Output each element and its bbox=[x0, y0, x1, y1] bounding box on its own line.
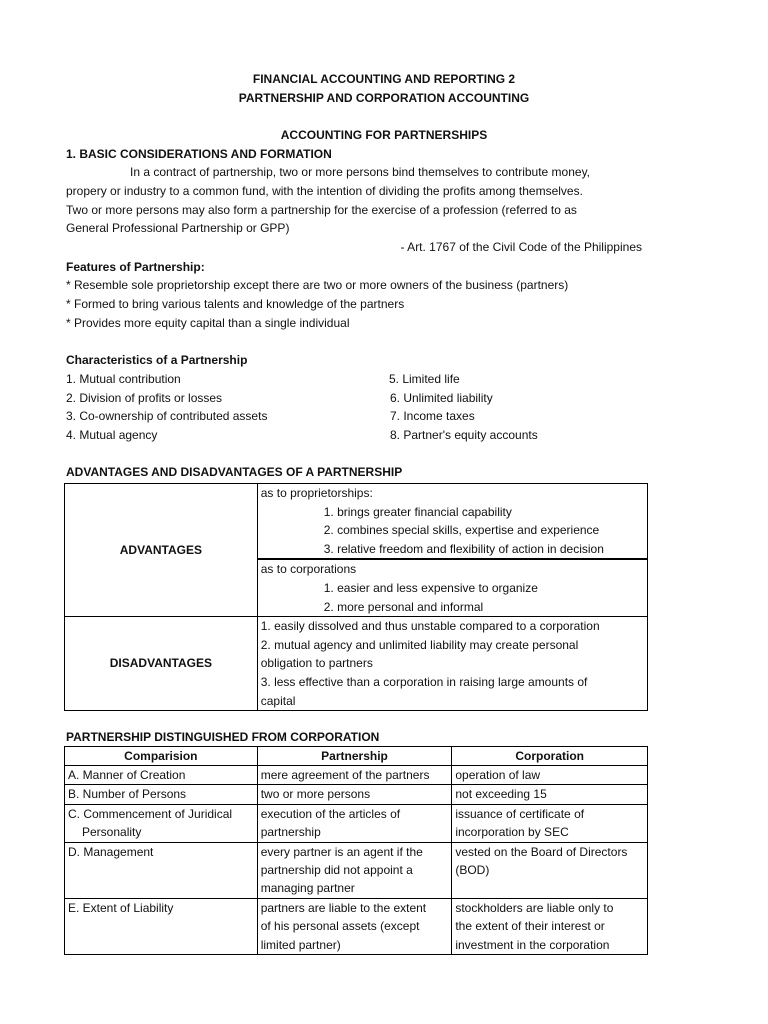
cell-line: every partner is an agent if the bbox=[260, 844, 423, 859]
table-header-row bbox=[65, 747, 648, 766]
doc-title-subject: PARTNERSHIP AND CORPORATION ACCOUNTING bbox=[238, 91, 530, 105]
cell-line: execution of the articles of bbox=[260, 806, 401, 821]
table-cell bbox=[257, 766, 452, 785]
cell-line: of his personal assets (except bbox=[260, 919, 420, 934]
table-cell bbox=[452, 785, 648, 804]
citation: - Art. 1767 of the Civil Code of the Philippines bbox=[400, 240, 642, 254]
cell-line: operation of law bbox=[455, 768, 541, 782]
cell-line: E. Extent of Liability bbox=[68, 900, 174, 915]
characteristics-heading: Characteristics of a Partnership bbox=[66, 353, 248, 367]
cell-line: two or more persons bbox=[260, 787, 371, 802]
list-item: 2. mutual agency and unlimited liability may create personal bbox=[260, 637, 579, 652]
characteristic-item: 3. Co-ownership of contributed assets bbox=[66, 409, 268, 423]
comparison-table bbox=[64, 746, 648, 955]
cell-line: stockholders are liable only to bbox=[455, 900, 614, 915]
table-cell bbox=[65, 766, 258, 785]
characteristic-item: 4. Mutual agency bbox=[66, 428, 158, 442]
cell-line: mere agreement of the partners bbox=[260, 768, 430, 782]
disadvantages-cell bbox=[257, 617, 647, 711]
list-item: capital bbox=[260, 693, 296, 708]
list-item: 2. more personal and informal bbox=[323, 599, 484, 614]
characteristic-item: 5. Limited life bbox=[389, 372, 460, 386]
column-header: Comparision bbox=[65, 747, 258, 766]
table-row bbox=[65, 617, 648, 711]
feature-item: * Resemble sole proprietorship except there are two or more owners of the business (partners) bbox=[66, 278, 569, 292]
table-cell bbox=[257, 804, 452, 842]
table-cell bbox=[257, 898, 452, 954]
section1-para-line: In a contract of partnership, two or more persons bind themselves to contribute money, bbox=[130, 165, 591, 179]
cell-line: B. Number of Persons bbox=[68, 787, 187, 802]
table-row bbox=[65, 898, 648, 954]
cell-line: C. Commencement of Juridical bbox=[68, 806, 233, 821]
table-cell bbox=[452, 898, 648, 954]
section1-para-line: propery or industry to a common fund, with the intention of dividing the profits among themselves. bbox=[66, 184, 583, 198]
advantages-corporations-cell bbox=[257, 559, 647, 616]
cell-line: (BOD) bbox=[455, 863, 490, 878]
characteristic-item: 2. Division of profits or losses bbox=[66, 391, 223, 405]
table-cell bbox=[65, 804, 258, 842]
section1-heading: 1. BASIC CONSIDERATIONS AND FORMATION bbox=[66, 147, 332, 161]
table-cell bbox=[257, 842, 452, 898]
feature-item: * Provides more equity capital than a single individual bbox=[66, 316, 350, 330]
cell-line: not exceeding 15 bbox=[455, 787, 547, 802]
cell-line: the extent of their interest or bbox=[455, 919, 605, 934]
list-intro: as to proprietorships: bbox=[260, 486, 373, 500]
feature-item: * Formed to bring various talents and knowledge of the partners bbox=[66, 297, 405, 311]
cell-line: partnership did not appoint a bbox=[260, 863, 413, 878]
table-cell bbox=[65, 842, 258, 898]
cell-line: A. Manner of Creation bbox=[68, 768, 186, 782]
column-header: Corporation bbox=[452, 747, 648, 766]
features-heading: Features of Partnership: bbox=[66, 260, 205, 274]
characteristic-item: 6. Unlimited liability bbox=[390, 391, 493, 405]
cell-line: managing partner bbox=[260, 881, 355, 896]
characteristic-item: 7. Income taxes bbox=[390, 409, 475, 423]
table-row bbox=[65, 804, 648, 842]
table-row bbox=[65, 785, 648, 804]
table-cell bbox=[452, 766, 648, 785]
table-cell bbox=[452, 842, 648, 898]
list-item: 3. relative freedom and flexibility of action in decision bbox=[323, 541, 604, 556]
cell-line: partners are liable to the extent bbox=[260, 900, 427, 915]
doc-title-course: FINANCIAL ACCOUNTING AND REPORTING 2 bbox=[252, 72, 516, 86]
table-cell bbox=[65, 785, 258, 804]
advantages-proprietorships-cell bbox=[257, 484, 647, 560]
section1-para-line: Two or more persons may also form a partnership for the exercise of a profession (referred to as bbox=[66, 203, 577, 217]
list-item: 3. less effective than a corporation in raising large amounts of bbox=[260, 674, 588, 689]
list-item: 1. easier and less expensive to organize bbox=[323, 580, 538, 595]
cell-line: investment in the corporation bbox=[455, 937, 610, 952]
list-item: obligation to partners bbox=[260, 656, 373, 671]
disadvantages-label: DISADVANTAGES bbox=[65, 617, 258, 711]
advantages-disadvantages-table bbox=[64, 483, 648, 711]
list-item: 2. combines special skills, expertise and experience bbox=[323, 523, 600, 538]
characteristic-item: 8. Partner's equity accounts bbox=[390, 428, 538, 442]
table-cell bbox=[65, 898, 258, 954]
table-row bbox=[65, 842, 648, 898]
cell-line: vested on the Board of Directors bbox=[455, 844, 628, 859]
cell-line: D. Management bbox=[68, 844, 154, 859]
section1-para-line: General Professional Partnership or GPP) bbox=[66, 221, 290, 235]
compare-heading: PARTNERSHIP DISTINGUISHED FROM CORPORATION bbox=[66, 730, 380, 744]
doc-title-section: ACCOUNTING FOR PARTNERSHIPS bbox=[280, 128, 488, 142]
table-row bbox=[65, 766, 648, 785]
list-intro: as to corporations bbox=[260, 562, 357, 577]
cell-line: partnership bbox=[260, 825, 321, 840]
cell-line: Personality bbox=[82, 825, 142, 840]
column-header: Partnership bbox=[257, 747, 452, 766]
advdis-heading: ADVANTAGES AND DISADVANTAGES OF A PARTNERSHIP bbox=[66, 465, 403, 479]
list-item: 1. brings greater financial capability bbox=[323, 504, 512, 519]
table-cell bbox=[452, 804, 648, 842]
advantages-label: ADVANTAGES bbox=[65, 484, 258, 617]
characteristic-item: 1. Mutual contribution bbox=[66, 372, 181, 386]
list-item: 1. easily dissolved and thus unstable compared to a corporation bbox=[260, 619, 600, 634]
table-cell bbox=[257, 785, 452, 804]
table-row bbox=[65, 484, 648, 560]
cell-line: incorporation by SEC bbox=[455, 825, 569, 840]
cell-line: limited partner) bbox=[260, 937, 341, 952]
cell-line: issuance of certificate of bbox=[455, 806, 585, 821]
